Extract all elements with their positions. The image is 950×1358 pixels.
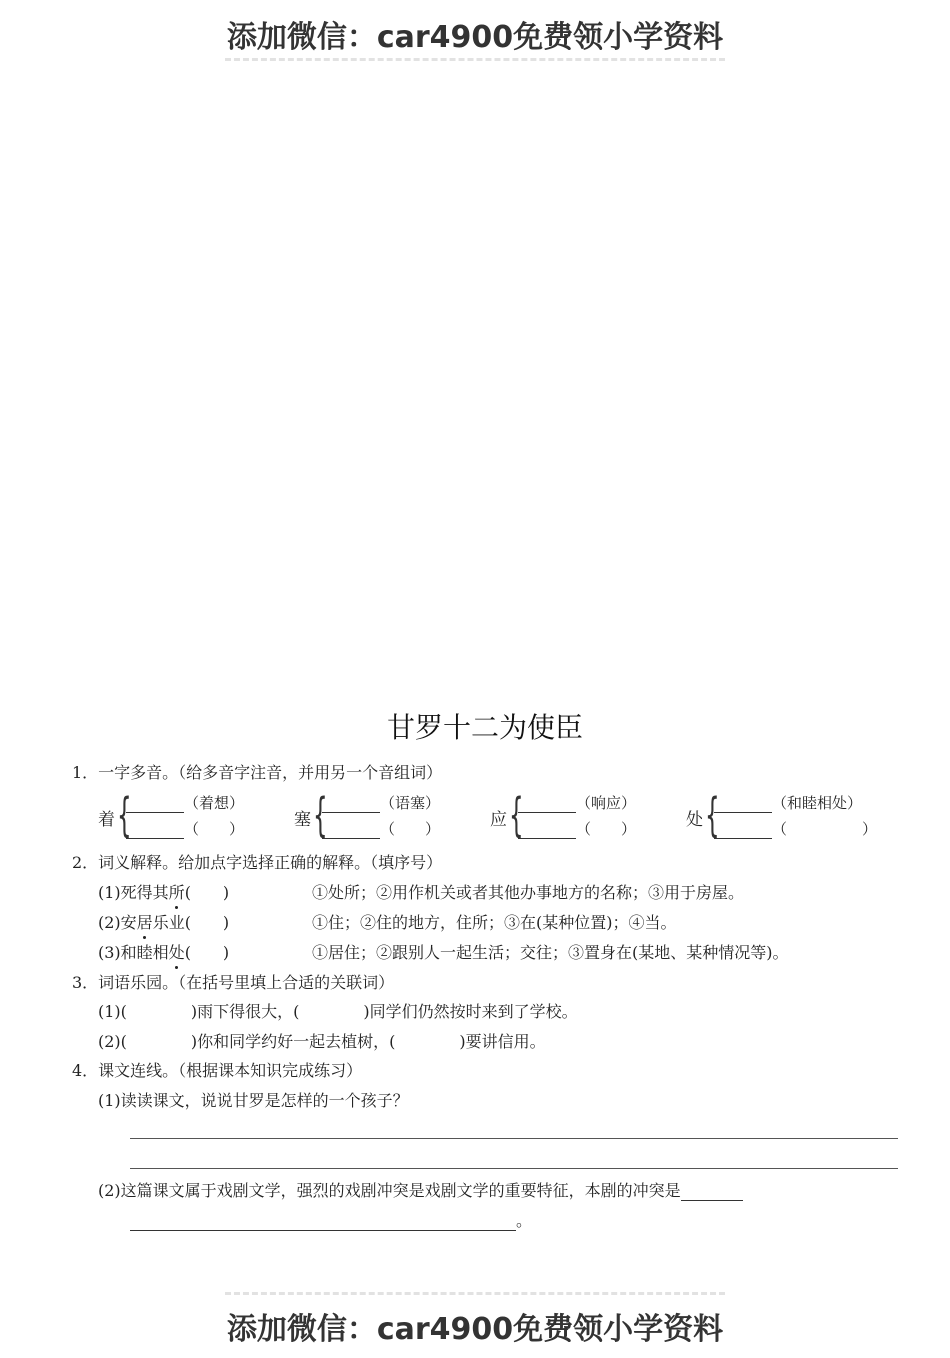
answer-blank[interactable]: ( ) xyxy=(184,883,230,902)
word-blank[interactable]: （ ） xyxy=(772,820,878,838)
pinyin-blank[interactable] xyxy=(126,820,184,839)
polyphone-group-1 xyxy=(98,790,258,844)
q2-item-1 xyxy=(98,880,229,903)
example-word: （着想） xyxy=(184,794,245,812)
pinyin-blank[interactable] xyxy=(322,820,380,839)
pinyin-blank[interactable] xyxy=(518,820,576,839)
page-title: 甘罗十二为使臣 xyxy=(386,711,583,744)
q2-options-2: ①住；②住的地方，住所；③在(某种位置)；④当。 xyxy=(312,913,677,932)
brace-symbol: { xyxy=(117,788,132,842)
example-word: （响应） xyxy=(576,794,637,812)
q4-end-mark: 。 xyxy=(516,1211,533,1230)
answer-blank[interactable] xyxy=(681,1184,743,1201)
polyphone-group-2 xyxy=(294,790,454,844)
pinyin-blank[interactable] xyxy=(714,820,772,839)
pinyin-blank[interactable] xyxy=(126,794,184,813)
brace-symbol: { xyxy=(705,788,720,842)
q2-options-3: ①居住；②跟别人一起生活；交往；③置身在(某地、某种情况等)。 xyxy=(312,943,789,962)
polyphone-group-4 xyxy=(686,790,896,844)
polyphone-char: 处 xyxy=(686,810,703,830)
example-word: （语塞） xyxy=(380,794,441,812)
pinyin-blank[interactable] xyxy=(322,794,380,813)
answer-line[interactable] xyxy=(130,1168,898,1169)
q4-heading: 4．课文连线。（根据课本知识完成练习） xyxy=(72,1061,363,1080)
q2-item-2 xyxy=(98,910,229,933)
answer-blank[interactable]: 乐业( ) xyxy=(152,913,230,932)
brace-symbol: { xyxy=(509,788,524,842)
word-blank[interactable]: （ ） xyxy=(380,820,441,838)
example-word: （和睦相处） xyxy=(772,794,863,812)
word-blank[interactable]: （ ） xyxy=(184,820,245,838)
q2-item-text: (2)安 xyxy=(98,913,137,932)
pinyin-blank[interactable] xyxy=(714,794,772,813)
watermark-banner-top: 添加微信：car4900免费领小学资料 xyxy=(226,20,724,55)
q2-item-3 xyxy=(98,940,229,963)
q2-item-text: (3)和睦相 xyxy=(98,943,169,962)
q2-options-1: ①处所；②用作机关或者其他办事地方的名称；③用于房屋。 xyxy=(312,883,745,902)
q3-item-2[interactable]: (2)( )你和同学约好一起去植树，( )要讲信用。 xyxy=(98,1032,546,1051)
q3-heading: 3．词语乐园。（在括号里填上合适的关联词） xyxy=(72,973,395,992)
dotted-char: 所 xyxy=(168,883,185,902)
q2-item-text: (1)死得其 xyxy=(98,883,169,902)
polyphone-char: 塞 xyxy=(294,810,311,830)
word-blank[interactable]: （ ） xyxy=(576,820,637,838)
q4-item-2-continuation xyxy=(130,1208,532,1231)
answer-line[interactable] xyxy=(130,1138,898,1139)
q2-heading: 2．词义解释。给加点字选择正确的解释。（填序号） xyxy=(72,853,443,872)
answer-blank[interactable]: ( ) xyxy=(184,943,230,962)
q4-item-2-text: (2)这篇课文属于戏剧文学，强烈的戏剧冲突是戏剧文学的重要特征，本剧的冲突是 xyxy=(98,1181,681,1200)
polyphone-char: 着 xyxy=(98,810,115,830)
pinyin-blank[interactable] xyxy=(518,794,576,813)
polyphone-group-3 xyxy=(490,790,650,844)
q1-heading: 1．一字多音。（给多音字注音，并用另一个音组词） xyxy=(72,763,443,782)
q4-item-2 xyxy=(98,1178,743,1201)
dotted-char: 居 xyxy=(136,913,153,932)
answer-blank[interactable] xyxy=(130,1214,516,1231)
q3-item-1[interactable]: (1)( )雨下得很大，( )同学们仍然按时来到了学校。 xyxy=(98,1002,578,1021)
watermark-banner-bottom: 添加微信：car4900免费领小学资料 xyxy=(226,1312,724,1347)
faded-text-strip-top xyxy=(225,58,725,71)
q4-item-1: (1)读读课文，说说甘罗是怎样的一个孩子？ xyxy=(98,1091,409,1110)
polyphone-char: 应 xyxy=(490,810,507,830)
dotted-char: 处 xyxy=(168,943,185,962)
brace-symbol: { xyxy=(313,788,328,842)
